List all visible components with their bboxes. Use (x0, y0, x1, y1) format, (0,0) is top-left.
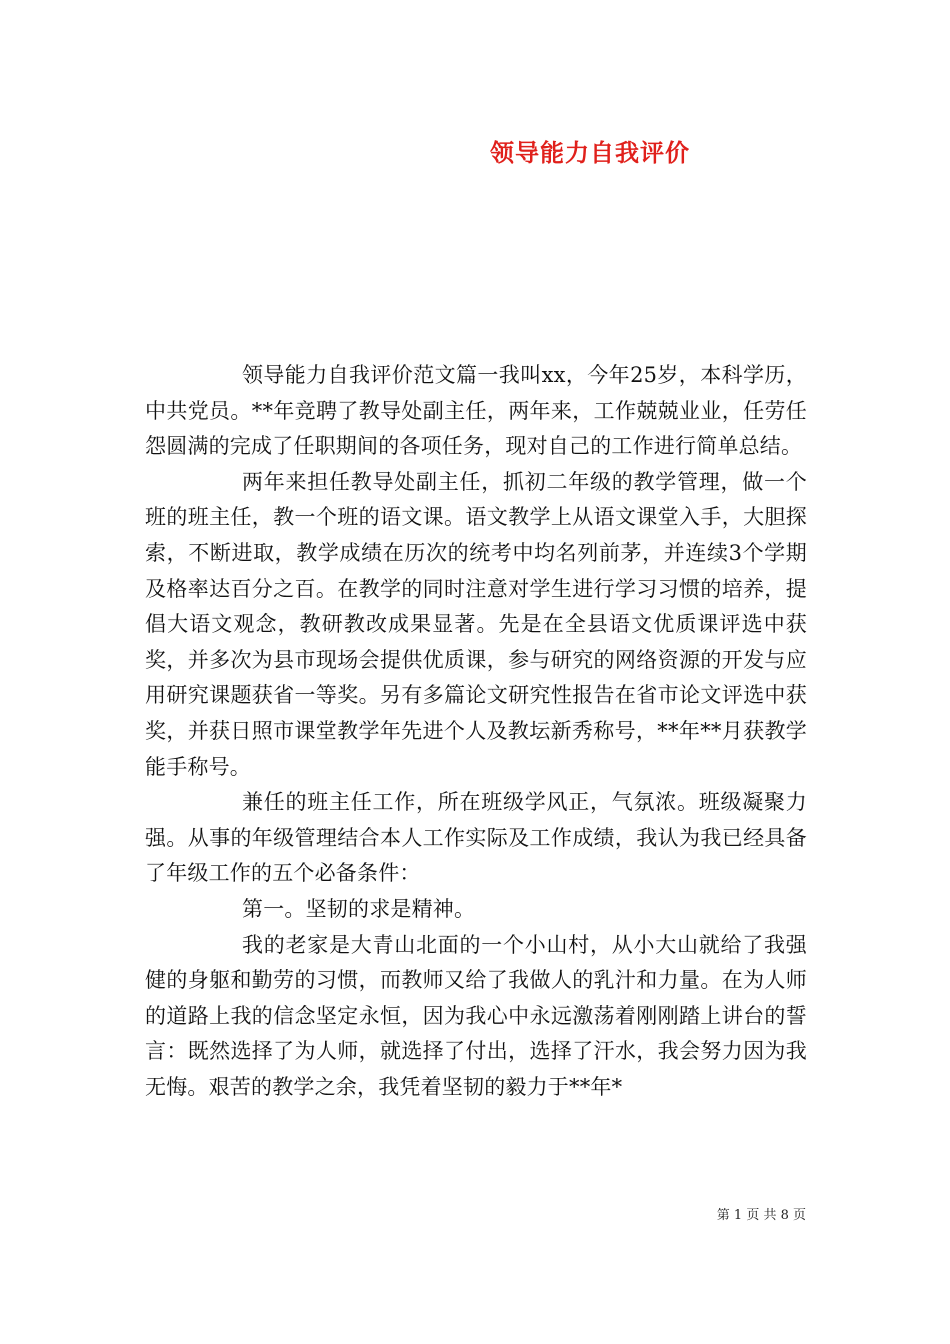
document-title: 领导能力自我评价 (490, 138, 690, 167)
paragraph-3: 兼任的班主任工作，所在班级学风正，气氛浓。班级凝聚力强。从事的年级管理结合本人工作实际及工作成绩，我认为我已经具备了年级工作的五个必备条件： (145, 790, 807, 886)
page-number-footer: 第 1 页 共 8 页 (716, 1208, 806, 1223)
paragraph-1: 领导能力自我评价范文篇一我叫xx，今年25岁，本科学历，中共党员。**年竞聘了教导处副主任，两年来，工作兢兢业业，任劳任怨圆满的完成了任职期间的各项任务，现对自己的工作进行简单总结。 (145, 363, 807, 459)
paragraph-5: 我的老家是大青山北面的一个小山村，从小大山就给了我强健的身躯和勤劳的习惯，而教师又给了我做人的乳汁和力量。在为人师的道路上我的信念坚定永恒，因为我心中永远激荡着刚刚踏上讲台的誓言：既然选择了为人师，就选择了付出，选择了汗水，我会努力因为我无悔。艰苦的教学之余，我凭着坚韧的毅力于**年* (145, 932, 807, 1099)
paragraph-4: 第一。坚韧的求是精神。 (242, 896, 476, 921)
document-body (145, 358, 807, 1105)
paragraph-2: 两年来担任教导处副主任，抓初二年级的教学管理，做一个班的班主任，教一个班的语文课。语文教学上从语文课堂入手，大胆探索，不断进取，教学成绩在历次的统考中均名列前茅，并连续3个学期及格率达百分之百。在教学的同时注意对学生进行学习习惯的培养，提倡大语文观念，教研教改成果显著。先是在全县语文优质课评选中获奖，并多次为县市现场会提供优质课，参与研究的网络资源的开发与应用研究课题获省一等奖。另有多篇论文研究性报告在省市论文评选中获奖，并获日照市课堂教学年先进个人及教坛新秀称号，**年**月获教学能手称号。 (145, 469, 807, 779)
